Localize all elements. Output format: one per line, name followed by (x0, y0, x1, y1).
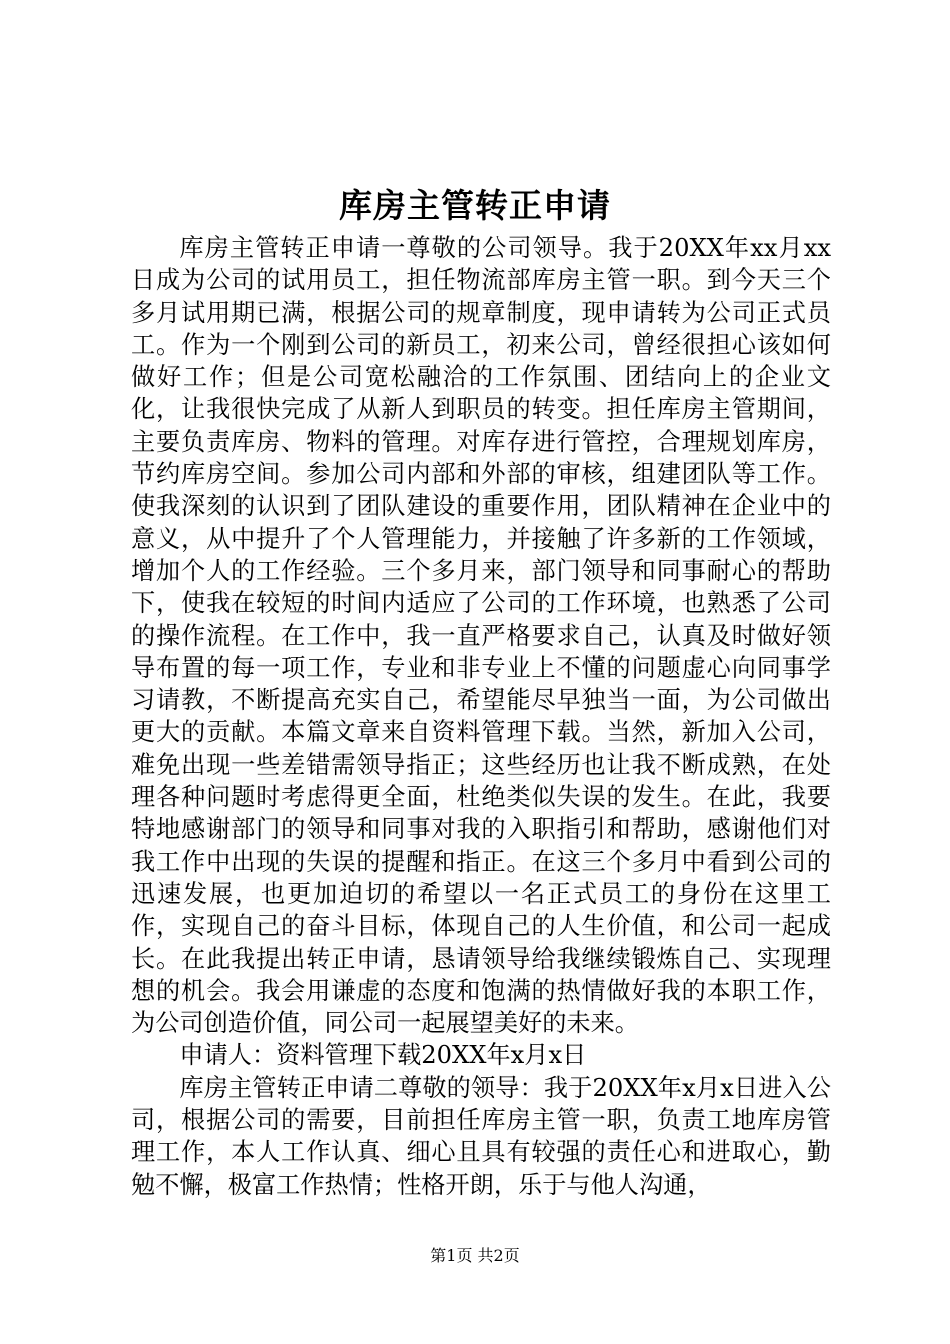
document-body (131, 232, 831, 1201)
page-footer: 第1页 共2页 (430, 1246, 520, 1265)
paragraph-application-two: 库房主管转正申请二尊敬的领导：我于20XX年x月x日进入公司，根据公司的需要，目前担任库房主管一职，负责工地库房管理工作，本人工作认真、细心且具有较强的责任心和进取心，勤勉不懈，极富工作热情；性格开朗，乐于与他人沟通， (131, 1073, 831, 1199)
paragraph-application-one: 库房主管转正申请一尊敬的公司领导。我于20XX年xx月xx日成为公司的试用员工，担任物流部库房主管一职。到今天三个多月试用期已满，根据公司的规章制度，现申请转为公司正式员工。作为一个刚到公司的新员工，初来公司，曾经很担心该如何做好工作；但是公司宽松融洽的工作氛围、团结向上的企业文化，让我很快完成了从新人到职员的转变。担任库房主管期间，主要负责库房、物料的管理。对库存进行管控，合理规划库房，节约库房空间。参加公司内部和外部的审核，组建团队等工作。使我深刻的认识到了团队建设的重要作用，团队精神在企业中的意义，从中提升了个人管理能力，并接触了许多新的工作领域，增加个人的工作经验。三个多月来，部门领导和同事耐心的帮助下，使我在较短的时间内适应了公司的工作环境，也熟悉了公司的操作流程。在工作中，我一直严格要求自己，认真及时做好领导布置的每一项工作，专业和非专业上不懂的问题虚心向同事学习请教，不断提高充实自己，希望能尽早独当一面，为公司做出更大的贡献。本篇文章来自资料管理下载。当然，新加入公司，难免出现一些差错需领导指正；这些经历也让我不断成熟，在处理各种问题时考虑得更全面，杜绝类似失误的发生。在此，我要特地感谢部门的领导和同事对我的入职指引和帮助，感谢他们对我工作中出现的失误的提醒和指正。在这三个多月中看到公司的迅速发展，也更加迫切的希望以一名正式员工的身份在这里工作，实现自己的奋斗目标，体现自己的人生价值，和公司一起成长。在此我提出转正申请，恳请领导给我继续锻炼自己、实现理想的机会。我会用谦虚的态度和饱满的热情做好我的本职工作，为公司创造价值，同公司一起展望美好的未来。 (131, 234, 831, 1038)
paragraph-applicant-signature: 申请人：资料管理下载20XX年x月x日 (179, 1041, 587, 1070)
document-title: 库房主管转正申请 (339, 186, 611, 225)
